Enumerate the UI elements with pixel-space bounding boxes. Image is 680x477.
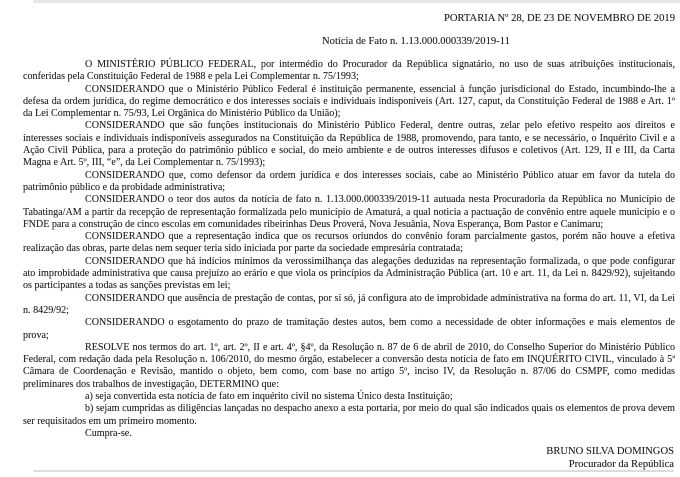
paragraph: Cumpra-se. [85, 427, 132, 439]
signature-block [546, 446, 674, 471]
paragraph: CONSIDERANDO que o Ministério Público Federal é instituição permanente, essencial à função jurisdicional do Estado, incumbindo-lhe a defesa da ordem jurídica, do regime democrático e dos interesses sociais e individuais indisponíveis (Art. 127, caput, da Constituição Federal de 1988 e Art. 1º da Lei Complementar n. 75/93, Lei Orgânica do Ministério Público da União); [23, 83, 675, 120]
signature-name: BRUNO SILVA DOMINGOS [546, 446, 674, 457]
paragraph: CONSIDERANDO que, como defensor da ordem jurídica e dos interesses sociais, cabe ao Ministério Público atuar em favor da tutela do patrimônio público e da probidade administrativa; [23, 169, 675, 193]
paragraph: CONSIDERANDO o teor dos autos da notícia de fato n. 1.13.000.000339/2019-11 autuada nesta Procuradoria da República no Município de Tabatinga/AM a partir da recepção de representação formalizada pelo município de Amaturá, a qual noticia a pactuação de convênio entre aquele município e o FNDE para a construção de cinco escolas em comunidades ribeirinhas Deus Proverá, Nova Jesuânia, Nova Esperança, Bom Pastor e Canimaru; [23, 194, 675, 230]
paragraph: CONSIDERANDO que ausência de prestação de contas, por si só, já configura ato de improbidade administrativa na forma do art. 11, VI, da Lei n. 8429/92; [23, 292, 675, 316]
document-title: PORTARIA Nº 28, DE 23 DE NOVEMBRO DE 2019 [443, 13, 675, 24]
case-number: Notícia de Fato n. 1.13.000.000339/2019-11 [322, 36, 510, 47]
signature-role: Procurador da República [568, 458, 674, 470]
paragraph: CONSIDERANDO o esgotamento do prazo de tramitação destes autos, bem como a necessidade de obter informações e mais elementos de prova; [23, 317, 675, 341]
document-body [23, 59, 675, 440]
paragraph: CONSIDERANDO que são funções institucionais do Ministério Público Federal, dentre outras, zelar pelo efetivo respeito aos direitos e interesses sociais e individuais indisponíveis assegurados na Constituição da República de 1988, promovendo, para tanto, e se necessário, o Inquérito Civil e a Ação Civil Pública, para a proteção do patrimônio público e social, do meio ambiente e de outros interesses difusos e coletivos (Art. 129, II e III, da Carta Magna e Art. 5º, III, “e”, da Lei Complementar n. 75/1993); [23, 120, 675, 169]
page-top-edge [33, 0, 680, 3]
paragraph: RESOLVE nos termos do art. 1º, art. 2º, II e art. 4º, §4º, da Resolução n. 87 de 6 de abril de 2010, do Conselho Superior do Ministério Público Federal, com redação dada pela Resolução n. 106/2010, do mesmo órgão, estabelecer a conversão desta notícia de fato em INQUÉRITO CIVIL, vinculado à 5ª Câmara de Coordenação e Revisão, mantido o objeto, bem como, com base no artigo 5º, inciso IV, da Resolução n. 87/06 do CSMPF, como medidas preliminares dos trabalhos de investigação, DETERMINO que: [23, 341, 675, 390]
paragraph: CONSIDERANDO que há indícios mínimos da verossimilhança das alegações deduzidas na representação formalizada, o que pode configurar ato improbidade administrativa que causa prejuízo ao erário e que viola os princípios da Administração Pública (art. 10 e art. 11, da Lei n. 8429/92), sujeitando os participantes a todas as sanções previstas em lei; [23, 255, 675, 292]
page-divider [33, 470, 674, 472]
paragraph: b) sejam cumpridas as diligências lançadas no despacho anexo a esta portaria, por meio do qual são indicados quais os elementos de prova devem ser requisitados em um primeiro momento. [23, 403, 675, 427]
portaria-document [23, 12, 675, 440]
paragraph: CONSIDERANDO que a representação indica que os recursos oriundos do convênio foram parcialmente gastos, porém não houve a efetiva realização das obras, parte delas nem sequer teria sido iniciada por parte da sociedade empresária contratada; [23, 231, 675, 255]
paragraph: O MINISTÉRIO PÚBLICO FEDERAL, por intermédio do Procurador da República signatário, no uso de suas atribuições institucionais, conferidas pela Constituição Federal de 1988 e pela Lei Complementar n. 75/1993; [23, 59, 675, 83]
paragraph: a) seja convertida esta notícia de fato em inquérito civil no sistema Único desta Instituição; [85, 391, 453, 403]
